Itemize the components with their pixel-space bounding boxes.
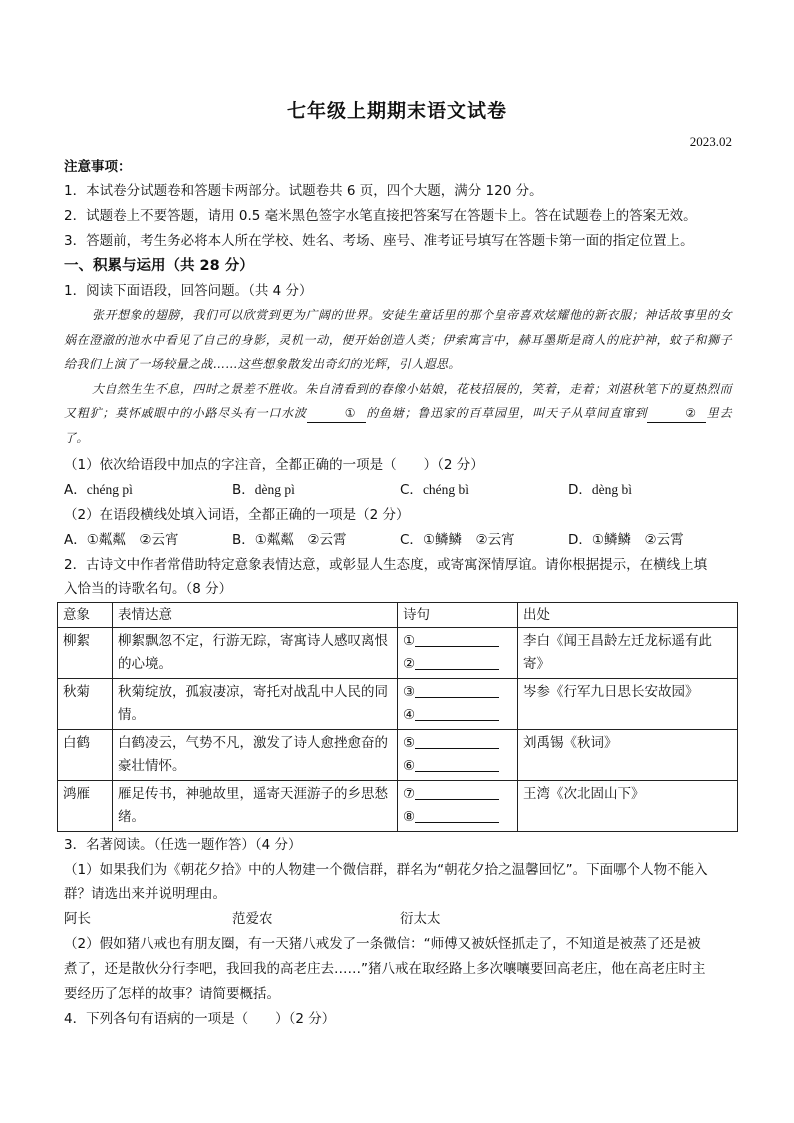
q1-passage-p2-part-b: 的鱼塘；鲁迅家的百草园里，叫天子从草间直窜到	[365, 406, 648, 420]
blank-number: ④	[403, 707, 416, 723]
answer-blank[interactable]	[415, 733, 499, 749]
option-text: chéng pì	[86, 482, 133, 497]
notice-item-3: 3．答题前，考生务必将本人所在学校、姓名、考场、座号、准考证号填写在答题卡第一面的指定位置上。	[64, 233, 694, 249]
q1-passage-p2-part-a: 大自然生生不息，四时之景差不胜收。朱自清看到的春像小姑娘，花枝招展的，笑着，走着；刘湛秋笔下的夏热烈而又粗犷；莫怀戚眼中的小路尽头有一口水波	[64, 381, 732, 420]
q1-passage	[64, 303, 732, 450]
exam-title: 七年级上期期末语文试卷	[286, 100, 507, 122]
option-letter: D．	[568, 482, 592, 498]
table-header-source: 出处	[518, 603, 738, 628]
answer-blank[interactable]	[415, 631, 499, 647]
q1-passage-paragraph-2	[64, 377, 732, 451]
answer-blank[interactable]	[415, 682, 499, 698]
option-letter: B．	[232, 532, 255, 548]
q3-stem: 3．名著阅读。（任选一题作答）（4 分）	[64, 837, 302, 853]
table-header-verse: 诗句	[398, 603, 518, 628]
q3-name-fan-ainong: 范爱农	[232, 911, 273, 927]
q2-stem-line-1: 2．古诗文中作者常借助特定意象表情达意，或彰显人生态度，或寄寓深情厚谊。请你根据提示，在横线上填	[64, 557, 708, 573]
blank-number: ①	[403, 633, 416, 649]
blank-number: ⑦	[403, 786, 416, 802]
q1-sub1: （1）依次给语段中加点的字注音，全都正确的一项是（ ）（2 分）	[64, 457, 484, 473]
blank-number: ③	[403, 684, 416, 700]
table-header-image: 意象	[58, 603, 113, 628]
table-row	[58, 679, 738, 730]
option-letter: C．	[400, 532, 423, 548]
table-row	[58, 628, 738, 679]
option-letter: D．	[568, 532, 592, 548]
q3-sub2-line-1: （2）假如猪八戒也有朋友圈，有一天猪八戒发了一条微信：“师傅又被妖怪抓走了，不知道是被蒸了还是被	[64, 936, 701, 952]
q1-sub2-option-a	[64, 528, 178, 552]
row-verse-blanks	[398, 628, 518, 679]
q1-sub2-option-b	[232, 528, 346, 552]
q3-sub2-line-2: 煮了，还是散伙分行李吧，我回我的高老庄去……”猪八戒在取经路上多次嚷嚷要回高老庄，他在高老庄时主	[64, 961, 706, 977]
answer-blank[interactable]	[415, 807, 499, 823]
poetry-table	[57, 602, 738, 832]
option-text: ①鳞鳞 ②云宵	[422, 532, 515, 548]
q1-passage-paragraph-1: 张开想象的翅膀，我们可以欣赏到更为广阔的世界。安徒生童话里的那个皇帝喜欢炫耀他的新衣服；神话故事里的女娲在澄澈的池水中看见了自己的身影，灵机一动，便开始创造人类；伊索寓言中，赫耳墨斯是商人的庇护神，蚊子和狮子给我们上演了一场较量之战……这些想象散发出奇幻的光辉，引人遐思。	[64, 308, 732, 371]
table-row	[58, 730, 738, 781]
row-meaning: 雁足传书，神驰故里，遥寄天涯游子的乡思愁绪。	[113, 781, 398, 832]
q1-sub2-option-d	[568, 528, 684, 552]
q1-sub1-option-d	[568, 478, 632, 502]
notice-item-2: 2．试题卷上不要答题，请用 0.5 毫米黑色签字水笔直接把答案写在答题卡上。答在试题卷上的答案无效。	[64, 208, 697, 224]
q2-stem-line-2: 入恰当的诗歌名句。（8 分）	[64, 581, 233, 597]
row-meaning: 秋菊绽放，孤寂凄凉，寄托对战乱中人民的同情。	[113, 679, 398, 730]
row-source: 李白《闻王昌龄左迁龙标遥有此寄》	[518, 628, 738, 679]
row-image: 白鹤	[58, 730, 113, 781]
row-verse-blanks	[398, 679, 518, 730]
q1-blank-1: ①	[307, 404, 366, 423]
option-text: ①粼粼 ②云宵	[86, 532, 179, 548]
q1-sub2: （2）在语段横线处填入词语，全都正确的一项是（2 分）	[64, 507, 410, 523]
answer-blank[interactable]	[415, 756, 499, 772]
row-image: 柳絮	[58, 628, 113, 679]
option-letter: A．	[64, 482, 87, 498]
option-letter: C．	[400, 482, 423, 498]
q4-stem: 4．下列各句有语病的一项是（ ）（2 分）	[64, 1011, 336, 1027]
notice-item-1: 1．本试卷分试题卷和答题卡两部分。试题卷共 6 页，四个大题，满分 120 分。	[64, 183, 543, 199]
q3-sub2-line-3: 要经历了怎样的故事？请简要概括。	[64, 986, 280, 1002]
q1-stem: 1．阅读下面语段，回答问题。（共 4 分）	[64, 283, 313, 299]
option-text: dèng pì	[254, 482, 295, 497]
row-source: 岑参《行军九日思长安故园》	[518, 679, 738, 730]
row-image: 鸿雁	[58, 781, 113, 832]
table-header-meaning: 表情达意	[113, 603, 398, 628]
q1-sub1-option-c	[400, 478, 469, 502]
q1-sub1-option-b	[232, 478, 295, 502]
row-image: 秋菊	[58, 679, 113, 730]
option-text: chéng bì	[422, 482, 470, 497]
option-letter: B．	[232, 482, 255, 498]
exam-date: 2023.02	[689, 134, 732, 149]
q3-sub1-line-2: 群？请选出来并说明理由。	[64, 886, 226, 902]
row-verse-blanks	[398, 730, 518, 781]
row-source: 刘禹锡《秋词》	[518, 730, 738, 781]
blank-number: ②	[403, 656, 416, 672]
answer-blank[interactable]	[415, 784, 499, 800]
option-text: ①鳞鳞 ②云霄	[591, 532, 684, 548]
table-header-row	[58, 603, 738, 628]
answer-blank[interactable]	[415, 654, 499, 670]
blank-number: ⑧	[403, 809, 416, 825]
row-meaning: 白鹤凌云，气势不凡，激发了诗人愈挫愈奋的豪壮情怀。	[113, 730, 398, 781]
q3-name-yan-taitai: 衍太太	[400, 911, 441, 927]
q1-sub2-option-c	[400, 528, 515, 552]
answer-blank[interactable]	[415, 705, 499, 721]
q1-passage-p2-part-c: 里去了。	[64, 406, 732, 445]
q1-sub1-option-a	[64, 478, 133, 502]
row-source: 王湾《次北固山下》	[518, 781, 738, 832]
row-meaning: 柳絮飘忽不定，行游无踪，寄寓诗人感叹离恨的心境。	[113, 628, 398, 679]
blank-number: ⑥	[403, 758, 416, 774]
blank-number: ⑤	[403, 735, 416, 751]
q3-sub1-line-1: （1）如果我们为《朝花夕拾》中的人物建一个微信群，群名为“朝花夕拾之温馨回忆”。下面哪个人物不能入	[64, 862, 708, 878]
notice-heading: 注意事项：	[64, 159, 132, 175]
table-row	[58, 781, 738, 832]
option-text: dèng bì	[591, 482, 633, 497]
q3-name-a-chang: 阿长	[64, 911, 91, 927]
section-1-heading: 一、积累与运用（共 28 分）	[64, 258, 254, 274]
option-text: ①粼粼 ②云霄	[254, 532, 347, 548]
option-letter: A．	[64, 532, 87, 548]
row-verse-blanks	[398, 781, 518, 832]
q1-blank-2: ②	[647, 404, 706, 423]
